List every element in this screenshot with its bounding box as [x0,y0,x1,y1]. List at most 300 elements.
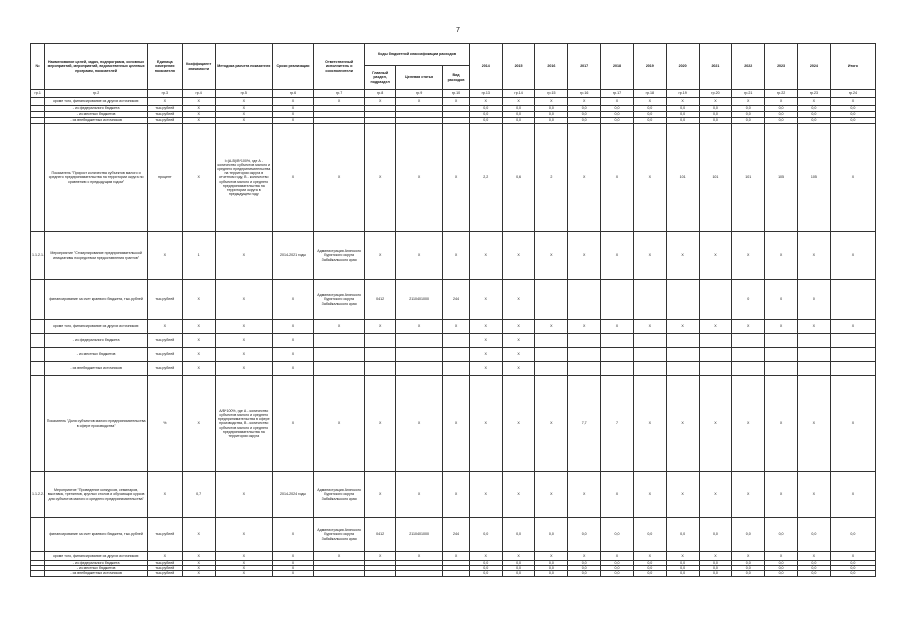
row-year-value: X [633,320,666,334]
row-year-value [699,280,732,320]
row-name: Мероприятие "Проведение конкурсов, семинаров, выставок, тренингов, круглых столов и обучающих курсов для субъектов малого и среднего предпринимательства" [45,472,148,518]
row-name: - из внебюджетных источников [45,571,148,576]
row-year-value: 0,0 [765,106,798,112]
row-year-value: 0,0 [502,518,535,552]
row-year-value [535,362,568,376]
row-method: X [215,320,272,334]
column-number: гр.9 [396,90,443,98]
row-year-value [666,280,699,320]
row-year-value: X [765,320,798,334]
row-code-section: X [365,98,396,106]
row-year-value: 0,0 [469,571,502,576]
row-year-value: X [601,98,634,106]
row-year-value [666,348,699,362]
row-method: X [215,552,272,561]
row-year-value: 0,0 [765,566,798,571]
row-year-value: 7 [601,376,634,472]
row-year-value: X [633,232,666,280]
row-year-value: 0,0 [732,566,765,571]
row-year-value: 0,0 [699,561,732,566]
row-year-value: 0,0 [765,112,798,118]
row-method: X [215,106,272,112]
row-unit: X [147,472,182,518]
row-responsible: X [314,552,365,561]
row-year-value: X [535,98,568,106]
row-year-value: X [469,376,502,472]
row-term: X [272,518,313,552]
row-coef: X [182,280,215,320]
table-row [31,472,876,518]
row-code-section: X [365,376,396,472]
row-year-value: 0,0 [469,106,502,112]
row-number [31,552,45,561]
column-number: гр.15 [535,90,568,98]
row-name: финансирование за счет краевого бюджета, тыс.рублей [45,280,148,320]
header-year: 2018 [601,44,634,90]
row-total: X [830,232,875,280]
table-body [31,98,876,577]
row-number [31,518,45,552]
row-year-value: X [601,552,634,561]
column-number: гр.14 [502,90,535,98]
row-name: - из федерального бюджета [45,561,148,566]
row-responsible: X [314,320,365,334]
row-year-value: 0,0 [469,118,502,124]
row-year-value [633,362,666,376]
header-year: 2022 [732,44,765,90]
row-term: X [272,571,313,576]
row-year-value: 2 [535,124,568,232]
row-year-value: X [568,552,601,561]
row-unit: X [147,98,182,106]
row-year-value: X [699,232,732,280]
row-term: X [272,124,313,232]
row-year-value [797,348,830,362]
row-coef: 1 [182,232,215,280]
row-total: X [830,472,875,518]
row-year-value: X [568,98,601,106]
row-method: I=(A-B)/B*100%, где А - количество субъектов малого и среднего предпринимательства на территории округа в отчетном году, B - количество субъектов малого и среднего предпринимательства на территории округа в предыдущем году [215,124,272,232]
row-year-value: 0 [732,280,765,320]
column-number: гр.6 [272,90,313,98]
row-year-value: X [797,320,830,334]
row-year-value [699,334,732,348]
row-code-article [396,334,443,348]
row-year-value: X [765,376,798,472]
row-year-value: X [666,376,699,472]
row-number [31,320,45,334]
row-method: X [215,571,272,576]
row-total: X [830,98,875,106]
row-number [31,362,45,376]
row-code-type: 244 [443,280,470,320]
row-year-value [797,334,830,348]
row-total [830,362,875,376]
row-year-value: X [732,552,765,561]
row-unit: X [147,552,182,561]
row-year-value: 0,0 [732,106,765,112]
row-year-value: X [469,98,502,106]
row-year-value: 0,0 [568,112,601,118]
row-unit: X [147,232,182,280]
row-year-value: 0,0 [535,118,568,124]
row-code-section [365,334,396,348]
row-year-value: 0,0 [535,571,568,576]
row-year-value: 0,0 [535,561,568,566]
row-year-value: X [502,552,535,561]
row-method: A/B*100%, где А - количество субъектов малого и среднего предпринимательства в сфере производства, B - количество субъектов малого и среднего предпринимательства на территории округа [215,376,272,472]
row-coef: X [182,124,215,232]
row-year-value [699,362,732,376]
row-year-value: 0,0 [633,112,666,118]
header-code-type: Вид расходов [443,66,470,90]
column-number: гр.8 [365,90,396,98]
row-number [31,280,45,320]
row-year-value: 101 [732,124,765,232]
row-method: X [215,98,272,106]
row-code-section: X [365,320,396,334]
row-year-value: 0,0 [765,518,798,552]
table-row [31,518,876,552]
row-code-article: X [396,472,443,518]
row-code-type [443,334,470,348]
row-year-value [765,362,798,376]
row-year-value: X [765,472,798,518]
table-row [31,362,876,376]
row-year-value: 105 [765,124,798,232]
row-responsible: X [314,376,365,472]
row-year-value: 101 [666,124,699,232]
row-year-value: X [601,232,634,280]
row-unit: тыс.рублей [147,118,182,124]
column-number: гр.22 [765,90,798,98]
row-responsible: X [314,98,365,106]
row-name: Мероприятие "Стимулирование предпринимательской инициативы посредством предоставления грантов" [45,232,148,280]
header-year: 2020 [666,44,699,90]
row-name: - из внебюджетных источников [45,118,148,124]
row-unit: тыс.рублей [147,362,182,376]
header-code-article: Целевая статья [396,66,443,90]
row-year-value: 0,0 [699,112,732,118]
row-code-section [365,571,396,576]
row-name: финансирование за счет краевого бюджета, тыс.рублей [45,518,148,552]
column-number: гр.3 [147,90,182,98]
row-year-value: 0,0 [797,518,830,552]
row-responsible [314,571,365,576]
row-responsible [314,348,365,362]
row-term: X [272,376,313,472]
row-year-value: 0,0 [601,112,634,118]
header-name: Наименование целей, задач, подпрограмм, основных мероприятий, мероприятий, ведомственных целевых программ, показателей [45,44,148,90]
table-row [31,334,876,348]
row-year-value: 0,0 [797,571,830,576]
row-method: X [215,232,272,280]
row-unit: тыс.рублей [147,566,182,571]
row-year-value: 0,0 [568,518,601,552]
row-method: X [215,561,272,566]
row-year-value: X [601,124,634,232]
header-year: 2014 [469,44,502,90]
row-year-value: 0,0 [765,571,798,576]
row-total [830,334,875,348]
row-year-value: 0,6 [502,124,535,232]
row-name: - из местных бюджетов [45,566,148,571]
row-name: - из местных бюджетов [45,348,148,362]
row-year-value: 0,0 [568,571,601,576]
row-name: - из федерального бюджета [45,106,148,112]
row-year-value [797,362,830,376]
row-unit: тыс.рублей [147,280,182,320]
row-year-value: 0,0 [666,518,699,552]
table-row [31,320,876,334]
row-year-value: 0,0 [502,118,535,124]
row-year-value: X [633,98,666,106]
row-year-value [535,348,568,362]
row-year-value [535,334,568,348]
row-year-value: 0 [765,280,798,320]
row-year-value: X [568,124,601,232]
row-code-article: X [396,232,443,280]
row-term: X [272,112,313,118]
row-year-value: X [568,320,601,334]
row-year-value: 0,0 [666,561,699,566]
row-responsible: Администрация Агинского Бурятского округа Забайкальского края [314,232,365,280]
row-name: - из местных бюджетов [45,112,148,118]
row-year-value: 0,0 [797,106,830,112]
row-unit: тыс.рублей [147,348,182,362]
row-year-value: 0,0 [601,518,634,552]
header-year: 2016 [535,44,568,90]
row-year-value: 0,0 [732,112,765,118]
column-number: гр.23 [797,90,830,98]
row-term: X [272,106,313,112]
row-year-value: 0,0 [502,112,535,118]
row-year-value [535,280,568,320]
row-responsible: Администрация Агинского Бурятского округа Забайкальского края [314,280,365,320]
row-term: 2014-2024 годы [272,472,313,518]
row-code-article [396,348,443,362]
row-year-value: X [502,320,535,334]
row-year-value: 0,0 [765,118,798,124]
row-year-value: X [666,98,699,106]
row-year-value: X [535,232,568,280]
row-year-value: 0,0 [633,118,666,124]
row-year-value [666,362,699,376]
row-year-value [601,362,634,376]
row-code-article [396,571,443,576]
row-year-value: 0,0 [732,561,765,566]
column-number: гр.18 [633,90,666,98]
row-total: 0,0 [830,118,875,124]
row-term: X [272,566,313,571]
row-year-value: 0,0 [666,112,699,118]
row-total: 0,0 [830,571,875,576]
row-year-value: X [666,472,699,518]
row-year-value: X [502,232,535,280]
column-number: гр.13 [469,90,502,98]
row-code-type: X [443,232,470,280]
row-year-value: X [732,472,765,518]
row-year-value: X [666,552,699,561]
row-name: Показатель "Доля субъектов малого предпринимательства в сфере производства" [45,376,148,472]
table-row [31,280,876,320]
row-year-value: X [633,124,666,232]
row-year-value: X [535,376,568,472]
row-year-value [633,334,666,348]
row-code-section: X [365,472,396,518]
table-row [31,98,876,106]
row-year-value: 0,0 [601,118,634,124]
column-number: гр.5 [215,90,272,98]
row-responsible: X [314,124,365,232]
row-total [830,280,875,320]
row-year-value: 0,0 [765,561,798,566]
row-year-value: 0,0 [601,106,634,112]
row-year-value: 0,0 [568,106,601,112]
row-year-value: X [469,348,502,362]
row-code-section: X [365,232,396,280]
row-year-value: 0,0 [732,518,765,552]
row-responsible: Администрация Агинского Бурятского округа Забайкальского края [314,472,365,518]
column-number: гр.2 [45,90,148,98]
row-method: X [215,518,272,552]
row-responsible: Администрация Агинского Бурятского округа Забайкальского края [314,518,365,552]
table-row [31,232,876,280]
row-year-value: 0,0 [601,566,634,571]
row-year-value: 0,0 [469,566,502,571]
row-method: X [215,280,272,320]
row-year-value: X [797,376,830,472]
row-code-section: X [365,124,396,232]
row-unit: тыс.рублей [147,106,182,112]
row-year-value [601,348,634,362]
row-year-value: 0,0 [469,112,502,118]
row-year-value: X [502,376,535,472]
row-year-value: X [666,232,699,280]
row-year-value: 0,0 [666,571,699,576]
row-code-type [443,362,470,376]
row-code-type: X [443,376,470,472]
row-unit: тыс.рублей [147,112,182,118]
column-number: гр.21 [732,90,765,98]
row-year-value: X [601,472,634,518]
row-year-value: X [797,552,830,561]
row-year-value: 0,0 [502,561,535,566]
header-year: 2024 [797,44,830,90]
row-year-value: 0,0 [469,561,502,566]
row-responsible [314,334,365,348]
row-year-value: X [502,362,535,376]
header-term: Сроки реализации [272,44,313,90]
row-code-type [443,571,470,576]
row-total: 0,0 [830,112,875,118]
row-code-article: X [396,124,443,232]
row-year-value [568,362,601,376]
row-code-article: X [396,320,443,334]
row-year-value: X [469,334,502,348]
column-number: гр.10 [443,90,470,98]
row-total: X [830,376,875,472]
row-year-value: X [699,552,732,561]
row-year-value: 0,0 [699,106,732,112]
row-year-value: 2,2 [469,124,502,232]
row-code-type: X [443,98,470,106]
row-year-value: 0,0 [535,566,568,571]
row-number [31,348,45,362]
table-row [31,552,876,561]
header-year: 2023 [765,44,798,90]
row-year-value: X [699,98,732,106]
row-unit: процент [147,124,182,232]
row-method: X [215,348,272,362]
row-term: X [272,362,313,376]
row-coef: X [182,552,215,561]
header-no: № [31,44,45,90]
row-year-value: X [732,98,765,106]
row-year-value: 0,0 [797,118,830,124]
row-year-value: X [502,334,535,348]
row-code-article: X [396,552,443,561]
row-term: X [272,320,313,334]
column-number: гр.16 [568,90,601,98]
row-year-value: X [765,552,798,561]
row-year-value [666,334,699,348]
row-year-value: 0,0 [568,561,601,566]
row-year-value: 101 [699,124,732,232]
row-year-value: 0,0 [797,112,830,118]
row-name: кроме того, финансирование из других источников: [45,552,148,561]
row-coef: X [182,571,215,576]
row-year-value: X [797,98,830,106]
row-number: 1.1.2.1. [31,232,45,280]
row-year-value: 0,0 [568,118,601,124]
row-year-value [732,334,765,348]
row-coef: X [182,320,215,334]
row-coef: 0,7 [182,472,215,518]
row-term: X [272,334,313,348]
row-code-section [365,362,396,376]
row-year-value: X [535,552,568,561]
row-term: X [272,552,313,561]
row-year-value: X [469,472,502,518]
row-coef: X [182,518,215,552]
row-term: X [272,561,313,566]
header-coef: Коэффициент значимости [182,44,215,90]
row-year-value: X [666,320,699,334]
row-year-value: 0,0 [633,566,666,571]
row-year-value: 0,0 [502,571,535,576]
row-code-section: X [365,552,396,561]
row-code-type: X [443,320,470,334]
header-resp: Ответственный исполнитель и соисполнители [314,44,365,90]
row-method: X [215,472,272,518]
row-number [31,98,45,106]
row-code-type: X [443,472,470,518]
row-year-value: X [732,320,765,334]
row-number [31,334,45,348]
row-total: 0,0 [830,106,875,112]
row-year-value: 0,0 [699,571,732,576]
row-year-value: 0,0 [666,118,699,124]
row-year-value: 0,0 [535,518,568,552]
row-year-value: X [469,280,502,320]
row-year-value: 0,0 [732,571,765,576]
row-name: - из внебюджетных источников [45,362,148,376]
row-year-value: X [797,472,830,518]
row-name: кроме того, финансирование из других источников: [45,98,148,106]
row-year-value: X [568,472,601,518]
row-year-value: X [633,376,666,472]
